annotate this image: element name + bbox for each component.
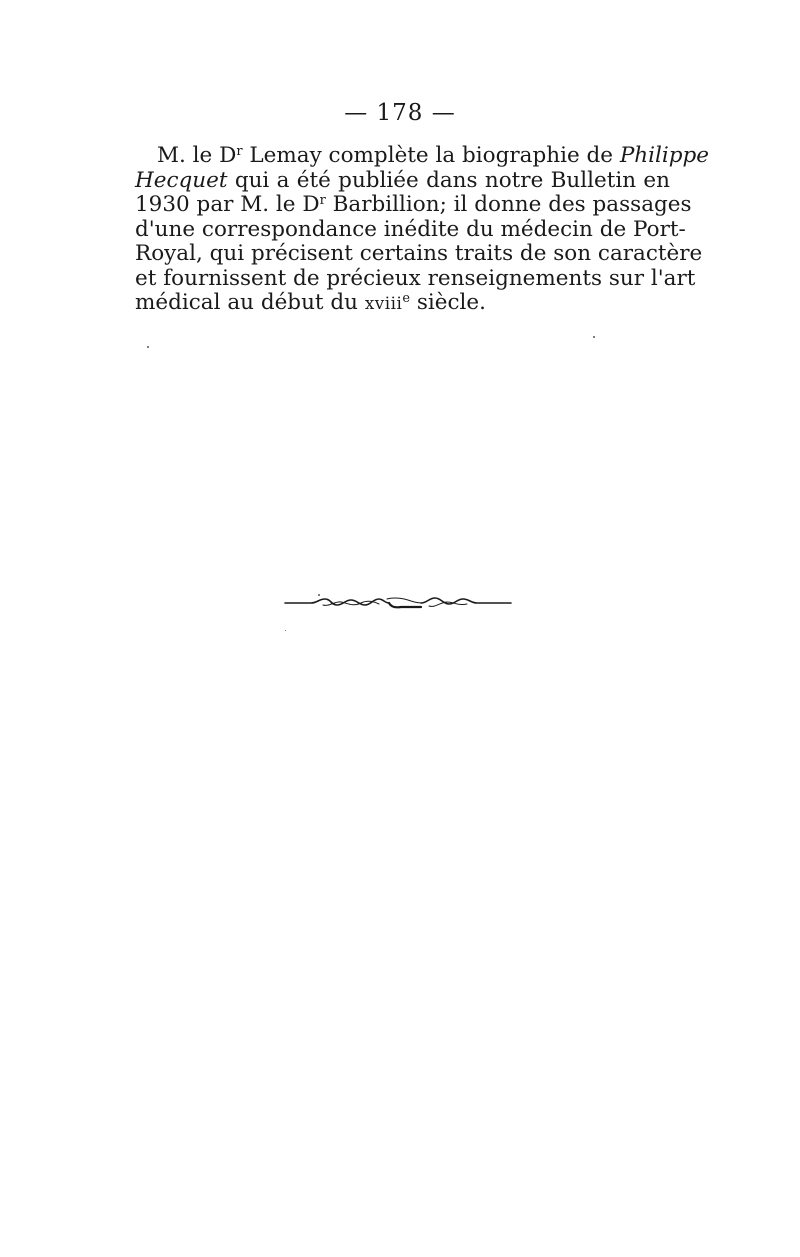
superscript: r [319,192,326,208]
paragraph-line-6: et fournissent de précieux renseignements sur l'art [135,265,696,291]
paragraph-line-7 [135,291,670,316]
paragraph-line-5: Royal, qui précisent certains traits de son caractère [135,241,703,266]
superscript: e [402,290,410,306]
print-speck [593,336,595,338]
paragraph-line-1 [135,143,710,169]
text-run: qui a été publiée dans notre Bulletin en [227,167,670,193]
text-run: 1930 par M. le D [135,192,320,217]
paragraph-line-3 [135,192,692,218]
print-speck [318,594,320,596]
print-speck [285,630,286,631]
wavy-rule-ornament-icon [283,588,513,618]
superscript: r [236,143,243,159]
italic-name: Hecquet [135,167,228,193]
print-speck [147,346,149,348]
text-run: siècle. [410,290,486,315]
text-run: Lemay complète la biographie de [242,143,620,168]
paragraph-line-2 [135,169,670,194]
italic-name: Philippe [619,143,710,168]
smallcaps-century: xviii [364,293,403,313]
body-paragraph [135,143,710,316]
paragraph-line-4: d'une correspondance inédite du médecin de Port- [135,216,686,242]
text-run: M. le D [157,143,237,168]
text-run: médical au début du [135,290,365,315]
page-number: — 178 — [344,100,456,126]
text-run: Barbillion; il donne des passages [325,192,692,217]
